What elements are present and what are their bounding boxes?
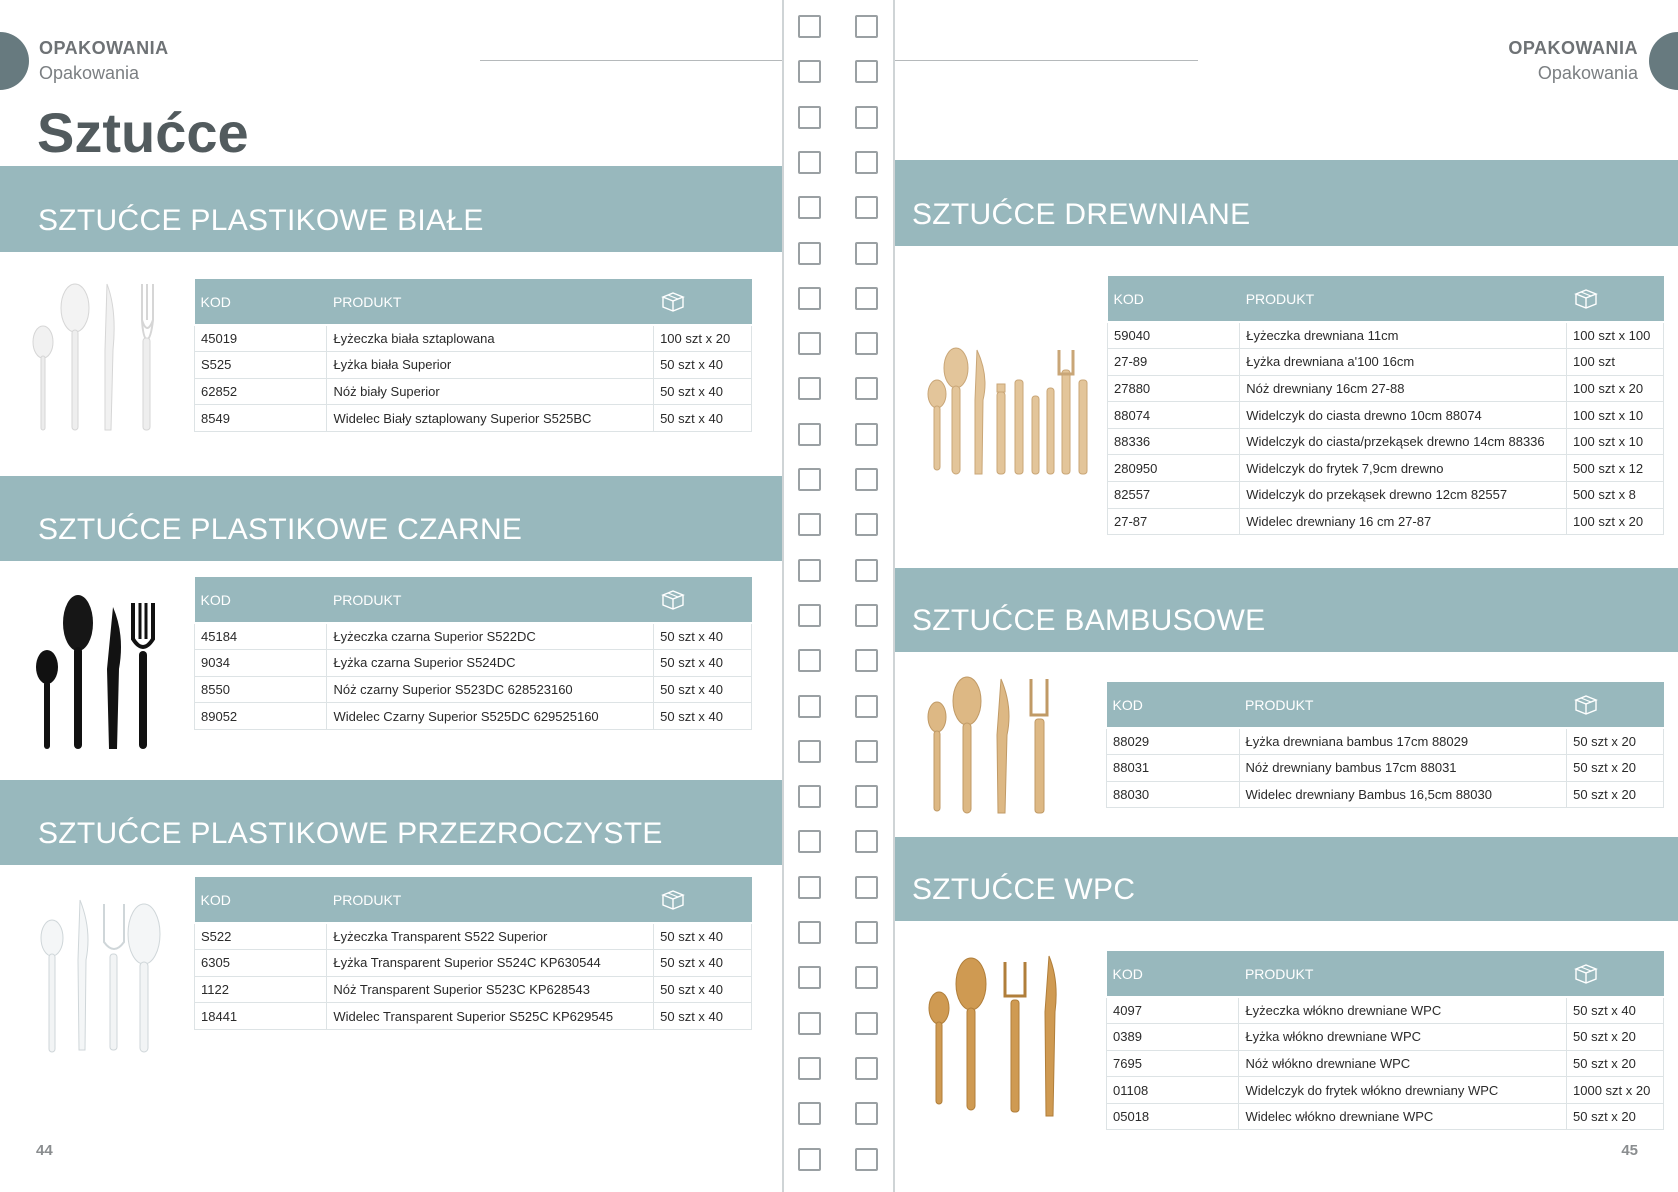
bamboo-cutlery-image — [925, 675, 1065, 815]
binding-ring — [798, 423, 821, 446]
header-rule — [480, 60, 782, 61]
binding-ring — [798, 966, 821, 989]
table-bamboo — [1106, 682, 1664, 808]
table-row: 0389 Łyżka włókno drewniane WPC 50 szt x 20 — [1107, 1024, 1664, 1051]
page-tab-marker — [0, 32, 29, 90]
column-header-code: KOD — [1107, 951, 1239, 997]
binding-ring — [855, 287, 878, 310]
table-row: 27-89 Łyżka drewniana a'100 16cm 100 szt — [1108, 349, 1664, 376]
table-row: 59040 Łyżeczka drewniana 11cm 100 szt x 100 — [1108, 322, 1664, 349]
table-row: 82557 Widelczyk do przekąsek drewno 12cm 82557 500 szt x 8 — [1108, 482, 1664, 509]
binding-ring — [855, 15, 878, 38]
table-black — [194, 577, 752, 730]
binding-ring — [798, 740, 821, 763]
table-row: 89052 Widelec Czarny Superior S525DC 629525160 50 szt x 40 — [195, 703, 752, 730]
binding-ring — [855, 649, 878, 672]
binding-ring — [855, 966, 878, 989]
table-row: 45019 Łyżeczka biała sztaplowana 100 szt x 20 — [195, 325, 752, 352]
table-transparent — [194, 877, 752, 1030]
table-row: S525 Łyżka biała Superior 50 szt x 40 — [195, 352, 752, 379]
column-header-pack — [1567, 682, 1664, 728]
box-icon — [660, 889, 686, 911]
column-header-code: KOD — [195, 279, 327, 325]
binding-ring — [855, 1012, 878, 1035]
binding-ring — [855, 1102, 878, 1125]
binding-ring — [855, 196, 878, 219]
table-row: S522 Łyżeczka Transparent S522 Superior 50 szt x 40 — [195, 923, 752, 950]
binding-ring — [798, 1148, 821, 1171]
column-header-pack — [1567, 951, 1664, 997]
binding-ring — [855, 604, 878, 627]
section-title: SZTUĆCE BAMBUSOWE — [912, 604, 1266, 637]
table-row: 05018 Widelec włókno drewniane WPC 50 szt x 20 — [1107, 1103, 1664, 1130]
table-row: 18441 Widelec Transparent Superior S525C KP629545 50 szt x 40 — [195, 1003, 752, 1030]
binding-ring — [798, 1012, 821, 1035]
binding-ring — [855, 242, 878, 265]
table-row: 88030 Widelec drewniany Bambus 16,5cm 88030 50 szt x 20 — [1107, 781, 1664, 808]
section-band-wpc — [895, 837, 1678, 921]
section-band-white — [0, 166, 782, 252]
binding-ring — [798, 695, 821, 718]
header-category: OPAKOWANIA — [39, 38, 169, 58]
binding-ring — [855, 332, 878, 355]
binding-ring — [798, 604, 821, 627]
header-rule — [895, 60, 1198, 61]
binding-ring — [855, 423, 878, 446]
white-cutlery-image — [25, 280, 175, 435]
box-icon — [1573, 288, 1599, 310]
section-title: SZTUĆCE PLASTIKOWE PRZEZROCZYSTE — [38, 817, 663, 850]
table-white — [194, 279, 752, 432]
binding-ring — [798, 1057, 821, 1080]
binding-ring — [855, 921, 878, 944]
binding-ring — [798, 876, 821, 899]
header-subcategory: Opakowania — [1537, 63, 1638, 83]
table-row: 62852 Nóż biały Superior 50 szt x 40 — [195, 378, 752, 405]
table-row: 1122 Nóż Transparent Superior S523C KP628543 50 szt x 40 — [195, 976, 752, 1003]
header-subcategory: Opakowania — [39, 63, 140, 83]
binding-ring — [855, 559, 878, 582]
binding-spine — [782, 0, 895, 1192]
binding-ring — [855, 151, 878, 174]
page-tab-marker — [1649, 32, 1678, 90]
table-row: 88074 Widelczyk do ciasta drewno 10cm 88074 100 szt x 10 — [1108, 402, 1664, 429]
page-number: 44 — [36, 1142, 53, 1159]
table-wooden — [1107, 276, 1664, 535]
black-cutlery-image — [25, 585, 175, 755]
binding-ring — [798, 287, 821, 310]
section-title: SZTUĆCE PLASTIKOWE BIAŁE — [38, 204, 484, 237]
column-header-product: PRODUKT — [1239, 951, 1567, 997]
table-row: 280950 Widelczyk do frytek 7,9cm drewno 500 szt x 12 — [1108, 455, 1664, 482]
binding-ring — [798, 830, 821, 853]
section-band-wooden — [895, 160, 1678, 246]
binding-ring — [855, 695, 878, 718]
binding-ring — [798, 513, 821, 536]
column-header-code: KOD — [195, 577, 327, 623]
table-row: 6305 Łyżka Transparent Superior S524C KP630544 50 szt x 40 — [195, 950, 752, 977]
table-row: 7695 Nóż włókno drewniane WPC 50 szt x 20 — [1107, 1050, 1664, 1077]
binding-ring — [855, 377, 878, 400]
binding-ring — [798, 649, 821, 672]
binding-ring — [798, 559, 821, 582]
binding-ring — [855, 830, 878, 853]
page-right — [895, 0, 1678, 1192]
column-header-product: PRODUKT — [327, 279, 654, 325]
binding-ring — [798, 15, 821, 38]
column-header-pack — [1567, 276, 1664, 322]
section-title: SZTUĆCE DREWNIANE — [912, 198, 1251, 231]
spine-edge-left — [782, 0, 784, 1192]
column-header-pack — [654, 279, 752, 325]
binding-ring — [855, 785, 878, 808]
binding-ring — [798, 60, 821, 83]
binding-ring — [798, 242, 821, 265]
section-band-black — [0, 476, 782, 561]
section-title: SZTUĆCE WPC — [912, 873, 1136, 906]
binding-ring — [855, 1148, 878, 1171]
column-header-pack — [654, 577, 752, 623]
table-row: 8550 Nóż czarny Superior S523DC 628523160 50 szt x 40 — [195, 676, 752, 703]
binding-ring — [855, 740, 878, 763]
column-header-code: KOD — [1108, 276, 1240, 322]
table-row: 4097 Łyżeczka włókno drewniane WPC 50 szt x 40 — [1107, 997, 1664, 1024]
binding-ring — [798, 785, 821, 808]
table-row: 27880 Nóż drewniany 16cm 27-88 100 szt x 20 — [1108, 375, 1664, 402]
table-row: 88336 Widelczyk do ciasta/przekąsek drewno 14cm 88336 100 szt x 10 — [1108, 428, 1664, 455]
table-row: 9034 Łyżka czarna Superior S524DC 50 szt x 40 — [195, 650, 752, 677]
table-wpc — [1106, 951, 1664, 1130]
table-row: 8549 Widelec Biały sztaplowany Superior S525BC 50 szt x 40 — [195, 405, 752, 432]
column-header-product: PRODUKT — [327, 577, 654, 623]
table-row: 45184 Łyżeczka czarna Superior S522DC 50 szt x 40 — [195, 623, 752, 650]
binding-ring — [798, 196, 821, 219]
column-header-code: KOD — [1107, 682, 1240, 728]
binding-ring — [798, 377, 821, 400]
binding-ring — [855, 1057, 878, 1080]
column-header-product: PRODUKT — [1239, 682, 1567, 728]
binding-ring — [798, 151, 821, 174]
page-left — [0, 0, 782, 1192]
page-title: Sztućce — [37, 101, 249, 164]
box-icon — [1573, 963, 1599, 985]
table-row: 27-87 Widelec drewniany 16 cm 27-87 100 szt x 20 — [1108, 508, 1664, 535]
binding-ring — [855, 513, 878, 536]
box-icon — [660, 291, 686, 313]
column-header-product: PRODUKT — [1240, 276, 1567, 322]
section-title: SZTUĆCE PLASTIKOWE CZARNE — [38, 513, 523, 546]
column-header-product: PRODUKT — [327, 877, 654, 923]
binding-ring — [855, 876, 878, 899]
table-row: 88031 Nóż drewniany bambus 17cm 88031 50 szt x 20 — [1107, 755, 1664, 782]
binding-ring — [798, 106, 821, 129]
table-row: 88029 Łyżka drewniana bambus 17cm 88029 50 szt x 20 — [1107, 728, 1664, 755]
page-number: 45 — [1621, 1142, 1638, 1159]
binding-ring — [798, 921, 821, 944]
binding-ring — [798, 332, 821, 355]
binding-ring — [855, 60, 878, 83]
binding-ring — [855, 106, 878, 129]
box-icon — [1573, 694, 1599, 716]
box-icon — [660, 589, 686, 611]
wpc-cutlery-image — [925, 950, 1065, 1120]
table-row: 01108 Widelczyk do frytek włókno drewniany WPC 1000 szt x 20 — [1107, 1077, 1664, 1104]
wooden-cutlery-image — [925, 340, 1095, 480]
binding-ring — [855, 468, 878, 491]
binding-ring — [798, 468, 821, 491]
header-category: OPAKOWANIA — [1508, 38, 1638, 58]
transparent-cutlery-image — [30, 890, 170, 1060]
binding-ring — [798, 1102, 821, 1125]
section-band-bamboo — [895, 568, 1678, 652]
column-header-code: KOD — [195, 877, 327, 923]
column-header-pack — [654, 877, 752, 923]
section-band-transparent — [0, 780, 782, 865]
